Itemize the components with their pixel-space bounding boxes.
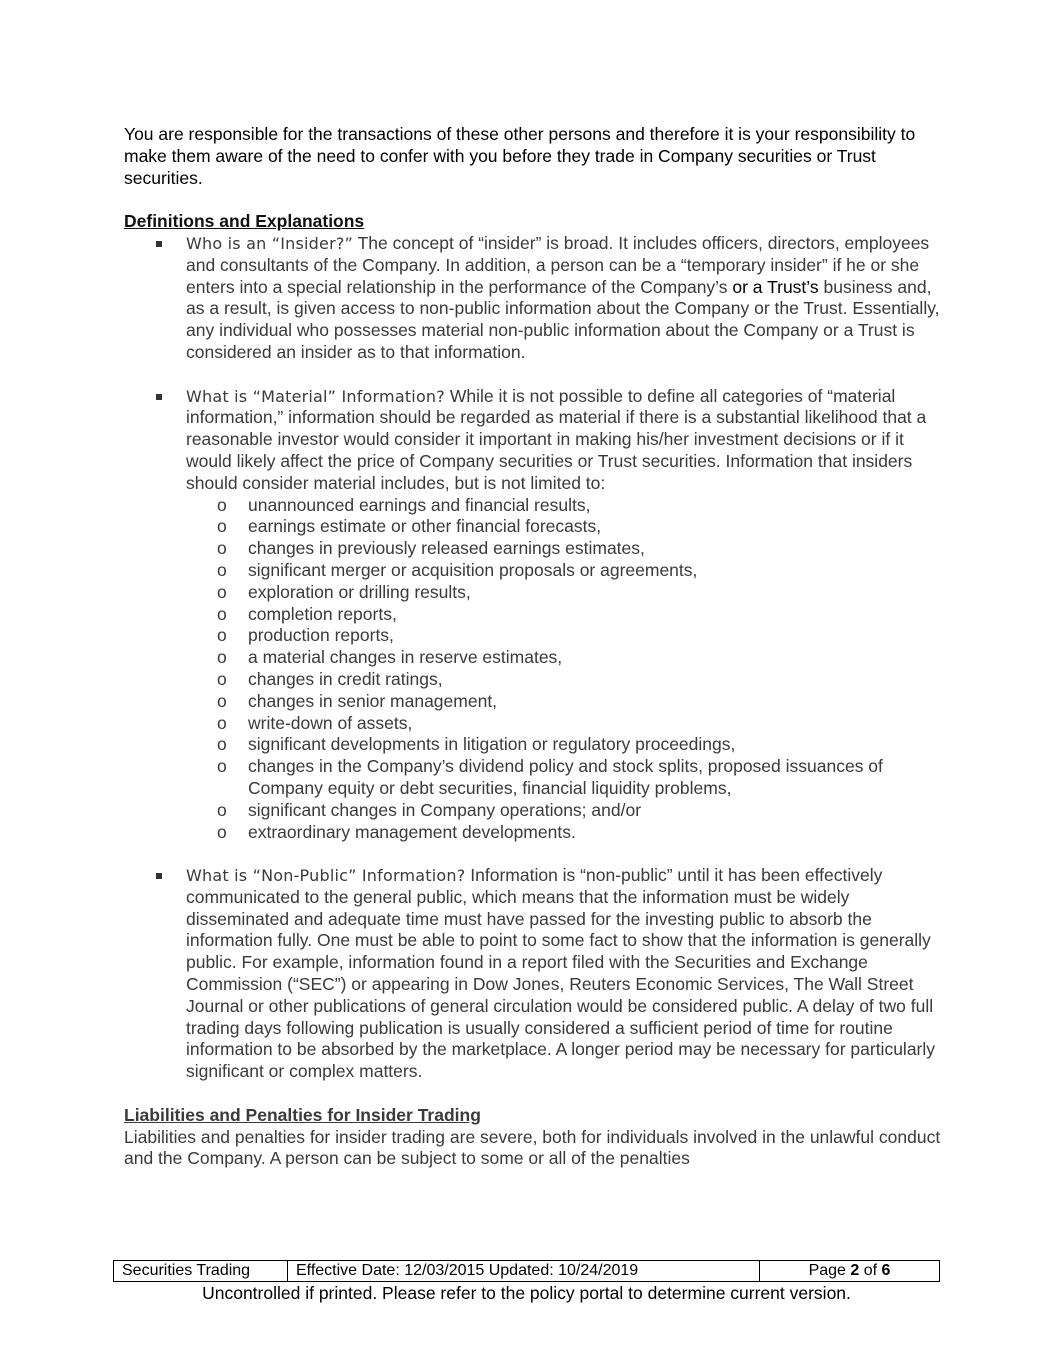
list-item: o production reports, [217,625,394,646]
insider-text-b: or a Trust’s [732,276,819,297]
insider-text-c: business and, as a result, is given access to non-public information about the Company or the Trust. Essentially, any individual who possesses material non-public information about the Company or a Trust is considered an insider as to that information. [186,276,940,362]
circle-bullet-icon: o [217,603,227,624]
list-item: o earnings estimate or other financial forecasts, [217,516,602,537]
footer-table [113,1260,940,1282]
footer-doc-name: Securities Trading [114,1261,288,1282]
nonpublic-definition [124,865,944,1083]
material-text: While it is not possible to define all categories of “material information,” information should be regarded as material if there is a substantial likelihood that a reasonable investor would consider it important in making his/her investment decisions or if it would likely affect the price of Company securities or Trust securities. Information that insiders should consider material includes, but is not limited to: [186,385,927,493]
liabilities-paragraph: Liabilities and penalties for insider trading are severe, both for individuals involved in the unlawful conduct and the Company. A person can be subject to some or all of the penalties [124,1126,941,1169]
list-item: o changes in the Company’s dividend policy and stock splits, proposed issuances of Company equity or debt securities, financial liquidity problems, [217,756,883,798]
list-item: o changes in credit ratings, [217,668,443,689]
circle-bullet-icon: o [217,494,227,515]
circle-bullet-icon: o [217,734,227,755]
footer-note: Uncontrolled if printed. Please refer to the policy portal to determine current version. [202,1283,851,1303]
circle-bullet-icon: o [217,712,227,733]
list-item: o unannounced earnings and financial results, [217,494,591,515]
list-item: o a material changes in reserve estimates, [217,647,563,668]
material-items-list [124,495,944,844]
circle-bullet-icon: o [217,559,227,580]
footer-row [114,1261,940,1282]
insider-lead: Who is an “Insider?” [186,233,354,253]
footer-dates: Effective Date: 12/03/2015 Updated: 10/24/2019 [288,1261,760,1282]
list-item: o exploration or drilling results, [217,581,471,602]
definitions-heading: Definitions and Explanations [124,211,365,232]
nonpublic-text: Information is “non-public” until it has been effectively communicated to the general public, which means that the information must be widely disseminated and adequate time must have passed for the investing public to absorb the information fully. One must be able to point to some fact to show that the information is generally public. For example, information found in a report filed with the Securities and Exchange Commission (“SEC”) or appearing in Dow Jones, Reuters Economic Services, The Wall Street Journal or other publications of general circulation would be considered public. A delay of two full trading days following publication is usually considered a sufficient period of time for routine information to be absorbed by the marketplace. A longer period may be necessary for particularly significant or complex matters. [186,865,936,1082]
list-item: o extraordinary management developments. [217,821,576,842]
footer-page-number: Page 2 of 6 [760,1261,940,1282]
circle-bullet-icon: o [217,799,227,820]
square-bullet-icon [156,394,162,400]
circle-bullet-icon: o [217,538,227,559]
nonpublic-lead: What is “Non-Public” Information? [186,866,466,886]
intro-paragraph: You are responsible for the transactions of these other persons and therefore it is your responsibility to make them aware of the need to confer with you before they trade in Company securities or Trust securities. [124,124,916,188]
circle-bullet-icon: o [217,516,227,537]
liabilities-heading: Liabilities and Penalties for Insider Trading [124,1104,481,1125]
square-bullet-icon [156,241,162,247]
material-lead: What is “Material” Information? [186,386,445,406]
circle-bullet-icon: o [217,756,227,777]
list-item: o changes in senior management, [217,690,498,711]
circle-bullet-icon: o [217,647,227,668]
circle-bullet-icon: o [217,690,227,711]
circle-bullet-icon: o [217,625,227,646]
circle-bullet-icon: o [217,581,227,602]
list-item: o completion reports, [217,603,397,624]
list-item: o significant changes in Company operations; and/or [217,799,642,820]
list-item: o significant developments in litigation or regulatory proceedings, [217,734,736,755]
square-bullet-icon [156,873,162,879]
list-item: o changes in previously released earnings estimates, [217,538,645,559]
list-item: o significant merger or acquisition proposals or agreements, [217,559,698,580]
list-item: o write-down of assets, [217,712,413,733]
circle-bullet-icon: o [217,821,227,842]
insider-definition [124,233,944,364]
document-page [124,124,944,1170]
circle-bullet-icon: o [217,668,227,689]
material-definition [124,386,944,495]
insider-text-a: The concept of “insider” is broad. It includes officers, directors, employees and consultants of the Company. In addition, a person can be a “temporary insider” if he or she enters into a special relationship in the performance of the Company’s [186,232,930,297]
